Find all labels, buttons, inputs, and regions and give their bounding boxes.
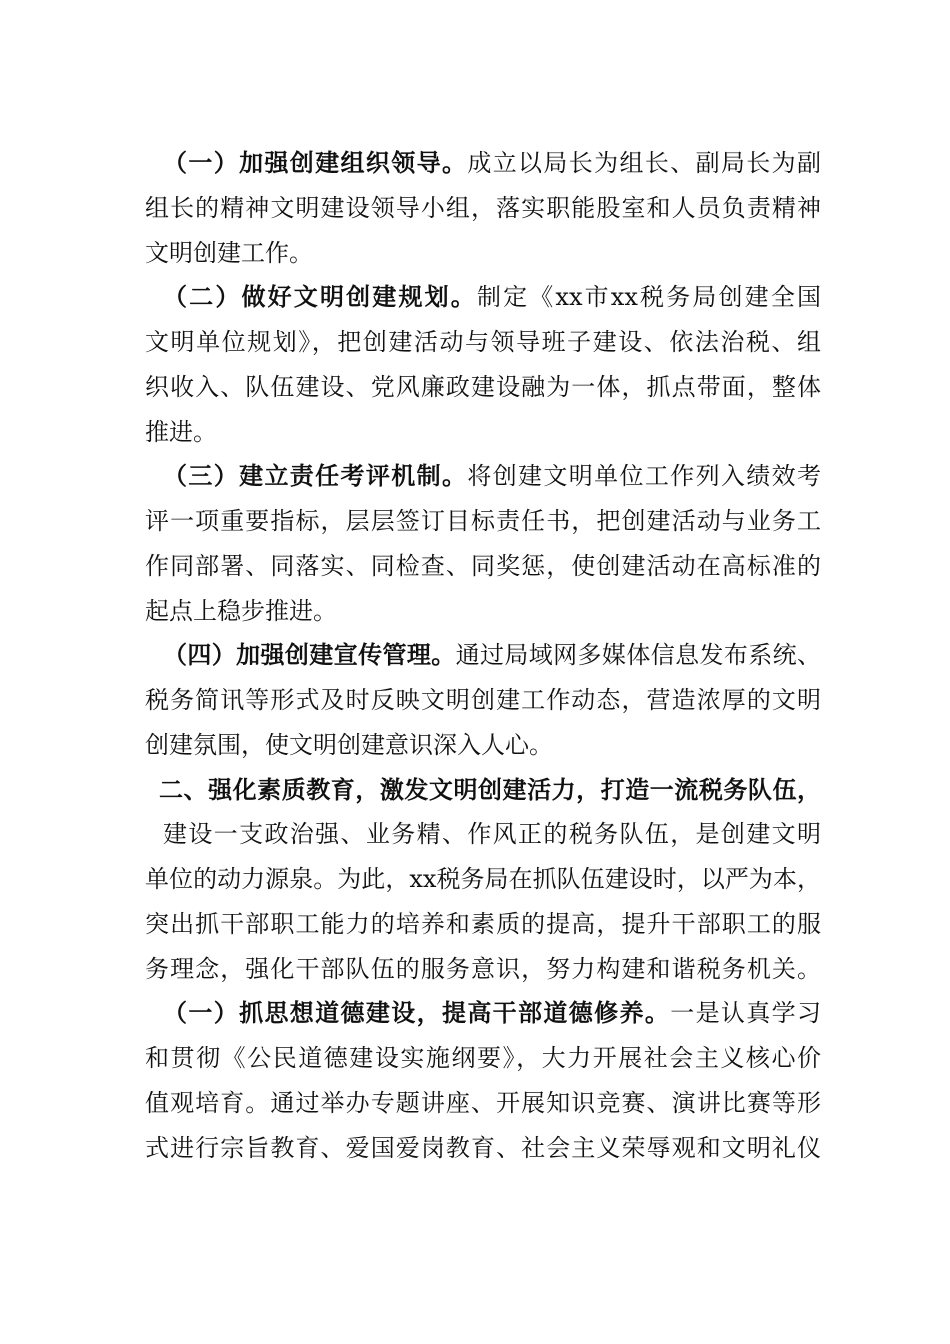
paragraph-line (145, 991, 821, 1036)
paragraph-line (145, 275, 821, 320)
paragraph-lead: （四）加强创建宣传管理。 (163, 640, 456, 670)
paragraph-lead: （一）加强创建组织领导。 (163, 148, 468, 177)
paragraph-line: 单位的动力源泉。为此，xx税务局在抓队伍建设时，以严为本， (145, 865, 821, 893)
paragraph-line: 评一项重要指标，层层签订目标责任书，把创建活动与业务工 (145, 507, 821, 535)
paragraph-line: 文明创建工作。 (145, 238, 313, 267)
paragraph-line: 织收入、队伍建设、党风廉政建设融为一体，抓点带面，整体 (145, 372, 821, 401)
paragraph-line: 税务简讯等形式及时反映文明创建工作动态，营造浓厚的文明 (145, 686, 821, 714)
paragraph-line: 建设一支政治强、业务精、作风正的税务队伍，是创建文明 (163, 820, 821, 849)
paragraph-text: 成立以局长为组长、副局长为副 (467, 149, 821, 177)
paragraph-line: 式进行宗旨教育、爱国爱岗教育、社会主义荣辱观和文明礼仪 (145, 1133, 821, 1162)
paragraph-line: 创建氛围，使文明创建意识深入人心。 (145, 730, 553, 759)
paragraph-lead: （三）建立责任考评机制。 (163, 461, 468, 491)
paragraph-line: 务理念，强化干部队伍的服务意识，努力构建和谐税务机关。 (145, 954, 821, 983)
paragraph-line: 文明单位规划》，把创建活动与领导班子建设、依法治税、组 (145, 328, 821, 356)
paragraph-line: 值观培育。通过举办专题讲座、开展知识竞赛、演讲比赛等形 (145, 1088, 821, 1117)
paragraph-line: 起点上稳步推进。 (145, 596, 337, 625)
paragraph-line: 作同部署、同落实、同检查、同奖惩，使创建活动在高标准的 (145, 551, 821, 580)
section-heading: 二、强化素质教育，激发文明创建活力，打造一流税务队伍， (159, 774, 821, 804)
paragraph-lead: （一）抓思想道德建设，提高干部道德修养。 (163, 998, 671, 1028)
paragraph-line: 和贯彻《公民道德建设实施纲要》，大力开展社会主义核心价 (145, 1044, 821, 1072)
paragraph-line (145, 633, 821, 678)
paragraph-line: 组长的精神文明建设领导小组，落实职能股室和人员负责精神 (145, 193, 821, 222)
paragraph-text: 制定《xx市xx税务局创建全国 (476, 283, 821, 312)
paragraph-line (145, 141, 821, 186)
paragraph-line (145, 454, 821, 499)
document-page (145, 141, 821, 1170)
paragraph-line: 推进。 (145, 417, 217, 446)
paragraph-text: 将创建文明单位工作列入绩效考 (467, 462, 821, 491)
paragraph-line: 突出抓干部职工能力的培养和素质的提高，提升干部职工的服 (145, 909, 821, 938)
paragraph-text: 一是认真学习 (670, 999, 821, 1028)
paragraph-lead: （二）做好文明创建规划。 (163, 282, 477, 312)
paragraph-text: 通过局域网多媒体信息发布系统、 (455, 641, 821, 670)
